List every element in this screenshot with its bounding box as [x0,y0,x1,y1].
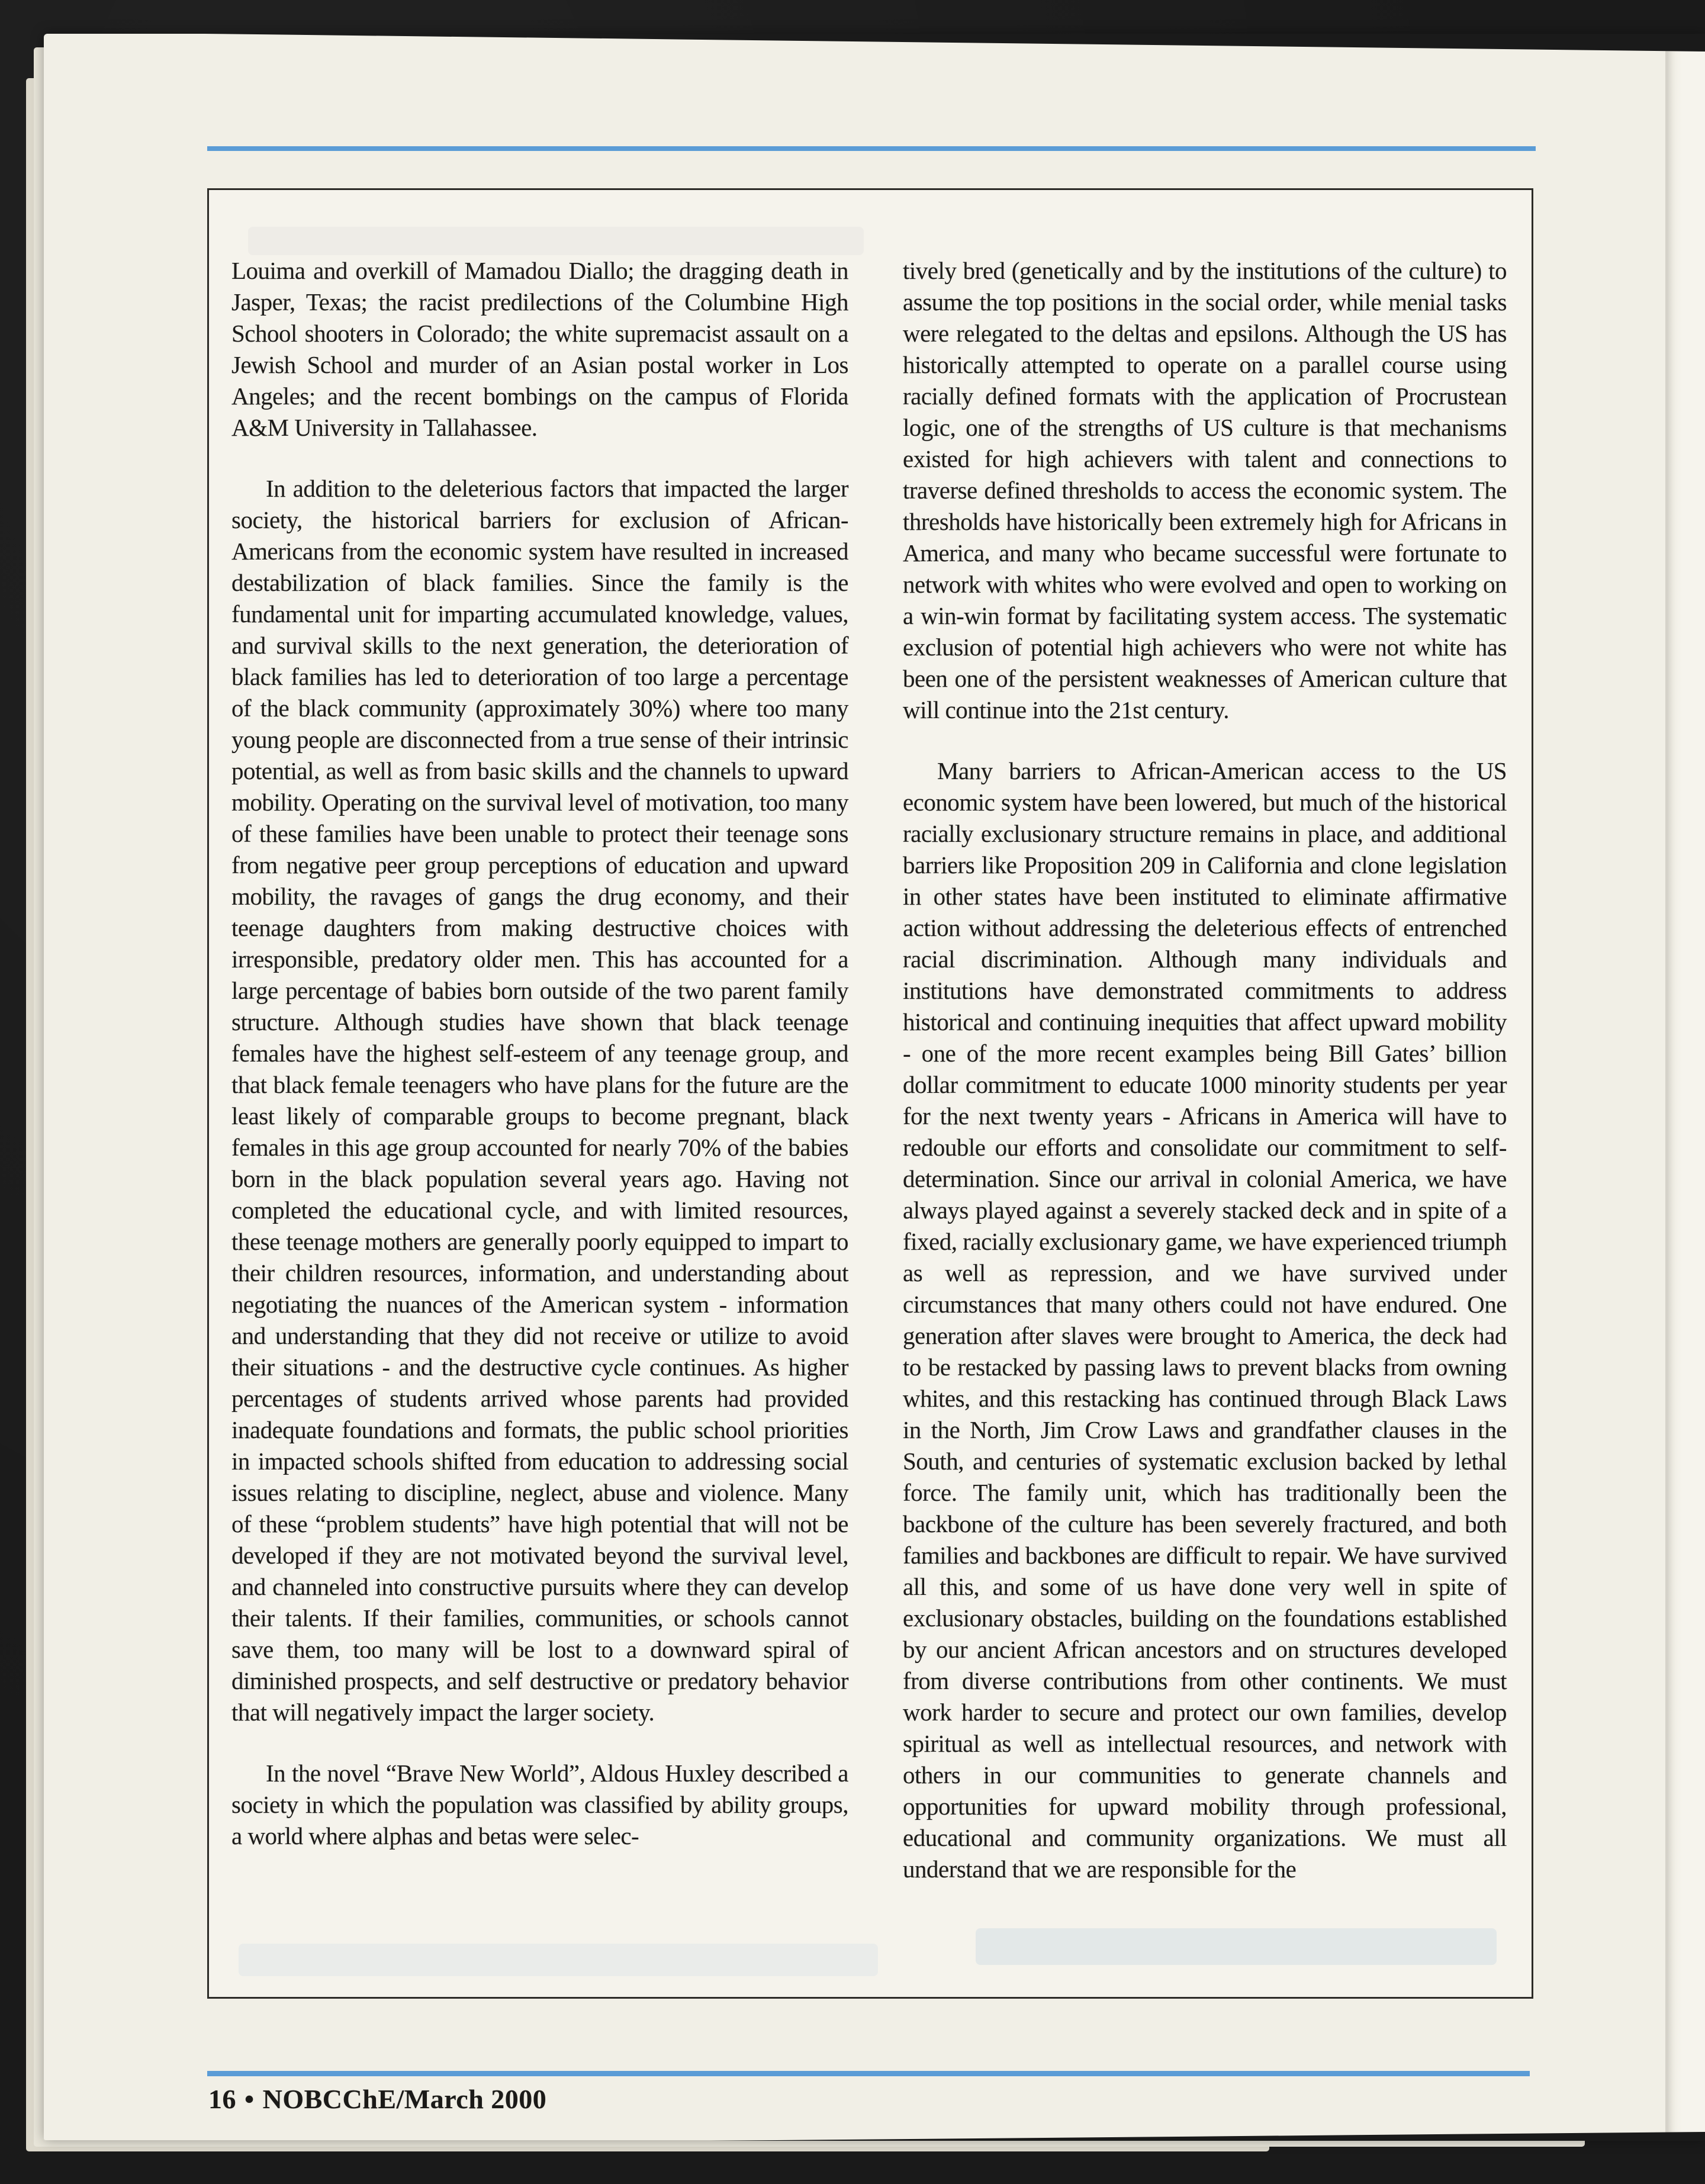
page-number: 16 [208,2084,236,2114]
two-column-layout [231,255,1507,1885]
paragraph: In the novel “Brave New World”, Aldous Huxley described a society in which the population was classified by ability groups, a world where alphas and betas were selec- [231,1760,848,1850]
paragraph: tively bred (genetically and by the institutions of the culture) to assume the top positions in the social order, while menial tasks were relegated to the deltas and epsilons. Although the US has historically attempted to operate on a parallel course using racially defined formats with the application of Procrustean logic, one of the strengths of US culture is that mechanisms existed for high achievers with talent and connections to traverse defined thresholds to access the economic system. The thresholds have historically been extremely high for Africans in America, and many who became successful were fortunate to network with whites who were evolved and open to working on a win-win format by facilitating system access. The systematic exclusion of potential high achievers who were not white has been one of the persistent weaknesses of American culture that will continue into the 21st century. [903,257,1507,723]
bleed-through-artifact [239,1944,878,1976]
bleed-through-artifact [248,227,864,255]
column-left [231,255,848,1885]
page-footer [208,2083,546,2115]
paragraph: Louima and overkill of Mamadou Diallo; the dragging death in Jasper, Texas; the racist predilections of the Columbine High School shooters in Colorado; the white supremacist assault on a Jewish School and murder of an Asian postal worker in Los Angeles; and the recent bombings on the campus of Florida A&M University in Tallahassee. [231,257,848,441]
paragraph: Many barriers to African-American access to the US economic system have been lowered, but much of the historical racially exclusionary structure remains in place, and additional barriers like Proposition 209 in California and clone legislation in other states have been instituted to eliminate affirmative action without addressing the deleterious effects of entrenched racial discrimination. Although many individuals and institutions have demonstrated commitments to address historical and continuing inequities that affect upward mobility - one of the more recent examples being Bill Gates’ billion dollar commitment to educate 1000 minority students per year for the next twenty years - Africans in America will have to redouble our efforts and consolidate our commitment to self-determination. Since our arrival in colonial America, we have always played against a severely stacked deck and in spite of a fixed, racially exclusionary game, we have experienced triumph as well as repression, and we have survived under circumstances that many others could not have endured. One generation after slaves were brought to America, the deck had to be restacked by passing laws to prevent blacks from owning whites, and this restacking has continued through Black Laws in the North, Jim Crow Laws and grandfather clauses in the South, and centuries of systematic exclusion backed by lethal force. The family unit, which has traditionally been the backbone of the culture has been severely fractured, and both families and backbones are difficult to repair. We have survived all this, and some of us have done very well in spite of exclusionary obstacles, building on the foundations established by our ancient African ancestors and on structures developed from diverse contributions from other continents. We must work harder to secure and protect our own families, develop spiritual as well as intellectual resources, and network with others in our communities to generate channels and opportunities for upward mobility through professional, educational and community organizations. We must all understand that we are responsible for the [903,757,1507,1883]
footer-separator: • [245,2084,255,2114]
paragraph: In addition to the deleterious factors that impacted the larger society, the historical barriers for exclusion of African-Americans from the economic system have resulted in increased destabilization of black families. Since the family is the fundamental unit for imparting accumulated knowledge, values, and survival skills to the next generation, the deterioration of black families has led to deterioration of too large a percentage of the black community (approximately 30%) where too many young people are disconnected from a true sense of their intrinsic potential, as well as from basic skills and the channels to upward mobility. Operating on the survival level of motivation, too many of these families have been unable to protect their teenage sons from negative peer group perceptions of education and upward mobility, the ravages of gangs the drug economy, and their teenage daughters from making destructive choices with irresponsible, predatory older men. This has accounted for a large percentage of babies born outside of the two parent family structure. Although studies have shown that black teenage females have the highest self-esteem of any teenage group, and that black female teenagers who have plans for the future are the least likely of comparable groups to become pregnant, black females in this age group accounted for nearly 70% of the babies born in the black population several years ago. Having not completed the educational cycle, and with limited resources, these teenage mothers are generally poorly equipped to impart to their children resources, information, and understanding about negotiating the nuances of the American system - information and understanding that they did not receive or utilize to avoid their situations - and the destructive cycle continues. As higher percentages of students arrived whose parents had provided inadequate foundations and formats, the public school priorities in impacted schools shifted from education to addressing social issues relating to discipline, neglect, abuse and violence. Many of these “problem students” have high potential that will not be developed if they are not motivated beyond the survival level, and channeled into constructive pursuits where they can develop their talents. If their families, communities, or schools cannot save them, too many will be lost to a downward spiral of diminished prospects, and self destructive or predatory behavior that will negatively impact the larger society. [231,475,848,1726]
column-right [903,255,1507,1885]
magazine-page [44,34,1705,2140]
footer-blue-rule [207,2071,1530,2076]
footer-publication: NOBCChE/March 2000 [262,2084,547,2114]
bleed-through-artifact [976,1928,1497,1965]
article-text-box [207,188,1533,1999]
page-fold-edge [1665,34,1705,2140]
top-blue-rule [207,146,1536,151]
